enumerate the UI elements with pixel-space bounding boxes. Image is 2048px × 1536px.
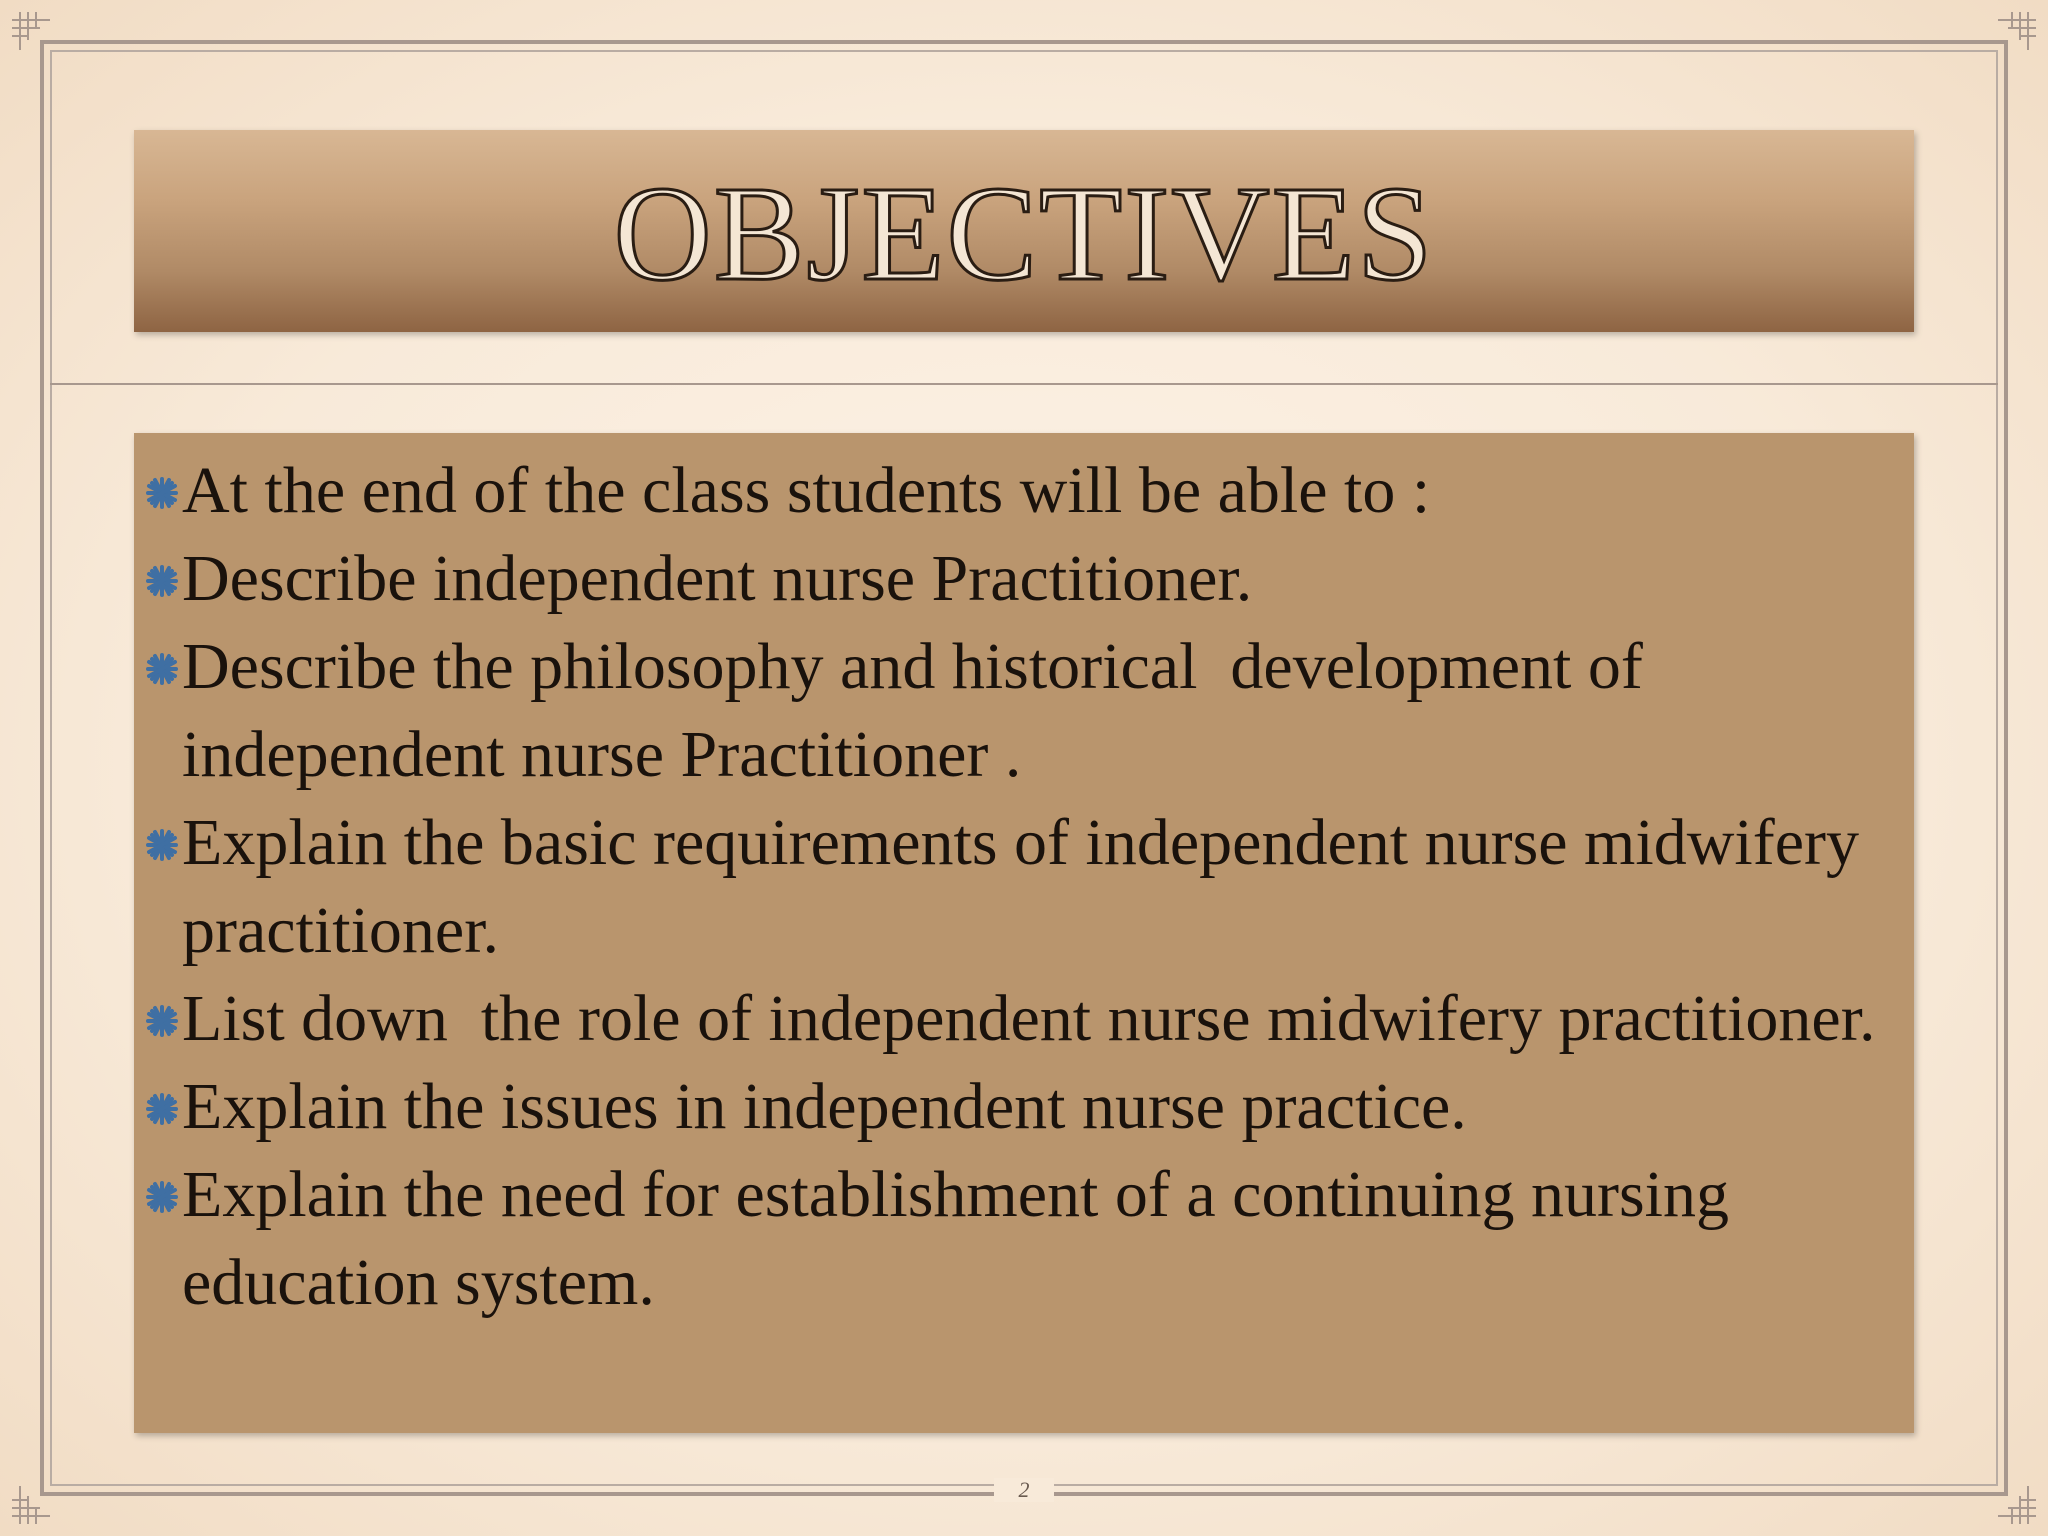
- asterisk-bullet-icon: [144, 827, 180, 863]
- objective-item: [144, 1151, 1902, 1327]
- objective-text: Explain the issues in independent nurse practice.: [182, 1070, 1467, 1143]
- objective-text: Describe the philosophy and historical development of independent nurse Practitioner .: [182, 630, 1660, 791]
- objective-item: [144, 975, 1902, 1063]
- asterisk-bullet-icon: [144, 1179, 180, 1215]
- objective-text: Explain the basic requirements of independent nurse midwifery practitioner.: [182, 806, 1876, 967]
- objective-item: [144, 447, 1902, 535]
- asterisk-bullet-icon: [144, 475, 180, 511]
- slide-title: OBJECTIVES: [613, 159, 1435, 309]
- asterisk-bullet-icon: [144, 651, 180, 687]
- asterisk-bullet-icon: [144, 563, 180, 599]
- objective-item: [144, 535, 1902, 623]
- objective-item: [144, 1063, 1902, 1151]
- objective-text: Explain the need for establishment of a continuing nursing education system.: [182, 1158, 1746, 1319]
- title-banner: [134, 130, 1914, 332]
- objectives-list: [144, 447, 1902, 1327]
- objective-text: At the end of the class students will be able to :: [182, 454, 1431, 527]
- title-divider: [50, 383, 1998, 385]
- asterisk-bullet-icon: [144, 1003, 180, 1039]
- objective-text: List down the role of independent nurse midwifery practitioner.: [182, 982, 1876, 1055]
- objectives-panel: [134, 433, 1914, 1433]
- objective-text: Describe independent nurse Practitioner.: [182, 542, 1253, 615]
- asterisk-bullet-icon: [144, 1091, 180, 1127]
- objective-item: [144, 623, 1902, 799]
- objective-item: [144, 799, 1902, 975]
- page-number: 2: [994, 1478, 1054, 1502]
